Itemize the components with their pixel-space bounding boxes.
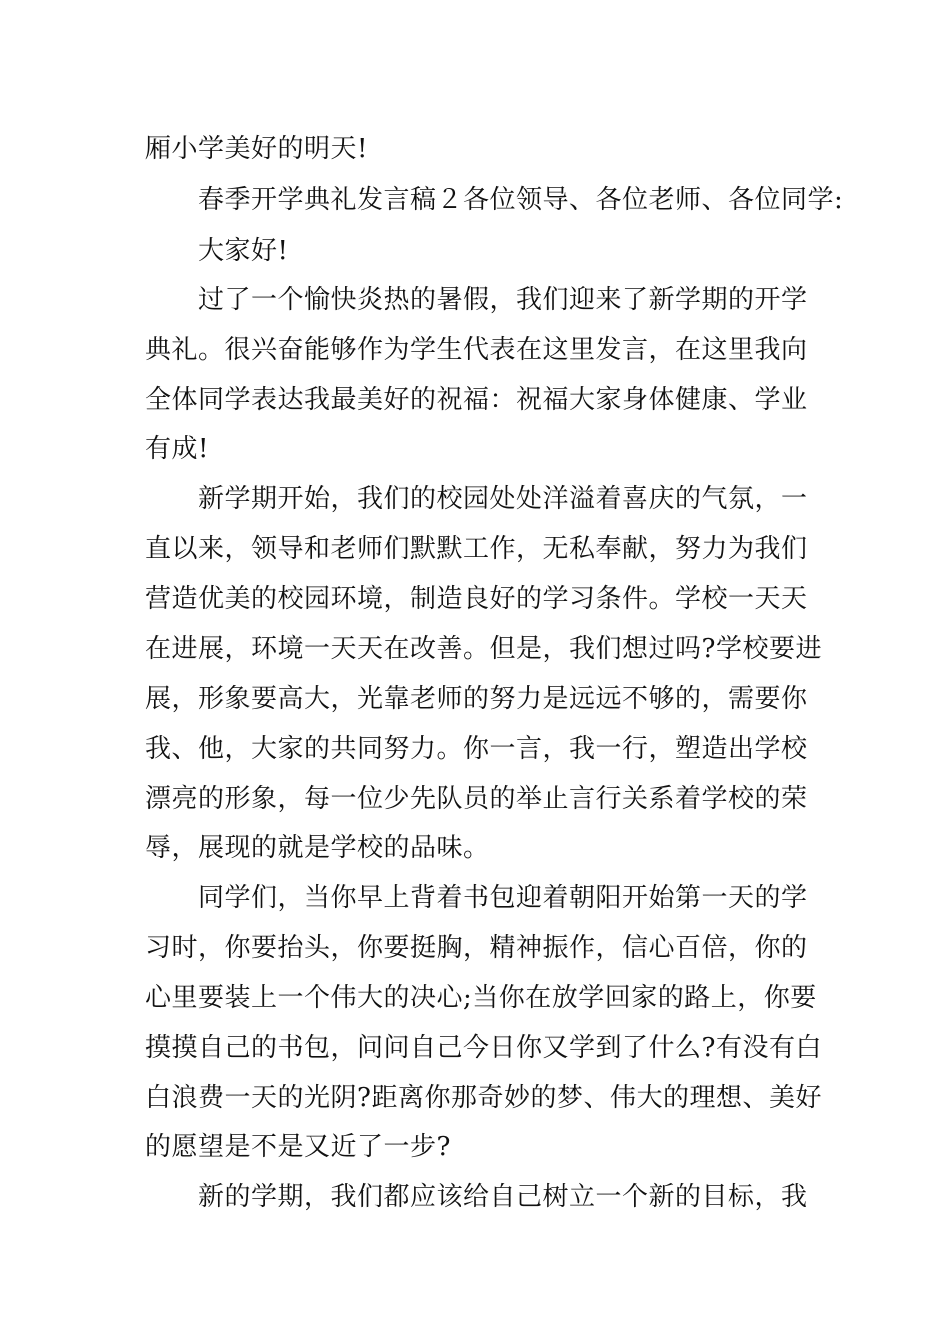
text-line: 展，形象要高大，光靠老师的努力是远远不够的，需要你 — [145, 684, 808, 714]
text-line: 新学期开始，我们的校园处处洋溢着喜庆的气氛，一 — [198, 484, 808, 514]
text-line: 摸摸自己的书包，问问自己今日你又学到了什么?有没有白 — [145, 1033, 822, 1063]
text-line: 在进展，环境一天天在改善。但是，我们想过吗?学校要进 — [145, 634, 822, 664]
text-line: 全体同学表达我最美好的祝福：祝福大家身体健康、学业 — [145, 385, 808, 415]
text-line: 典礼。很兴奋能够作为学生代表在这里发言，在这里我向 — [145, 335, 808, 365]
text-line: 大家好! — [198, 236, 289, 266]
text-line: 我、他，大家的共同努力。你一言，我一行，塑造出学校 — [145, 734, 808, 764]
text-line: 的愿望是不是又近了一步? — [145, 1132, 451, 1162]
text-line: 新的学期，我们都应该给自己树立一个新的目标，我 — [198, 1182, 808, 1212]
text-line: 同学们，当你早上背着书包迎着朝阳开始第一天的学 — [198, 883, 808, 913]
text-line: 辱，展现的就是学校的品味。 — [145, 833, 490, 863]
text-line: 漂亮的形象，每一位少先队员的举止言行关系着学校的荣 — [145, 784, 808, 814]
text-line: 有成! — [145, 434, 209, 464]
text-line: 心里要装上一个伟大的决心;当你在放学回家的路上，你要 — [145, 983, 817, 1013]
text-line: 白浪费一天的光阴?距离你那奇妙的梦、伟大的理想、美好 — [145, 1083, 822, 1113]
text-line: 春季开学典礼发言稿２各位领导、各位老师、各位同学: — [198, 185, 844, 215]
text-line: 习时，你要抬头，你要挺胸，精神振作，信心百倍，你的 — [145, 933, 808, 963]
text-line: 过了一个愉快炎热的暑假，我们迎来了新学期的开学 — [198, 285, 808, 315]
text-line: 营造优美的校园环境，制造良好的学习条件。学校一天天 — [145, 584, 808, 614]
text-line: 直以来，领导和老师们默默工作，无私奉献，努力为我们 — [145, 534, 808, 564]
text-line: 厢小学美好的明天! — [145, 134, 368, 164]
